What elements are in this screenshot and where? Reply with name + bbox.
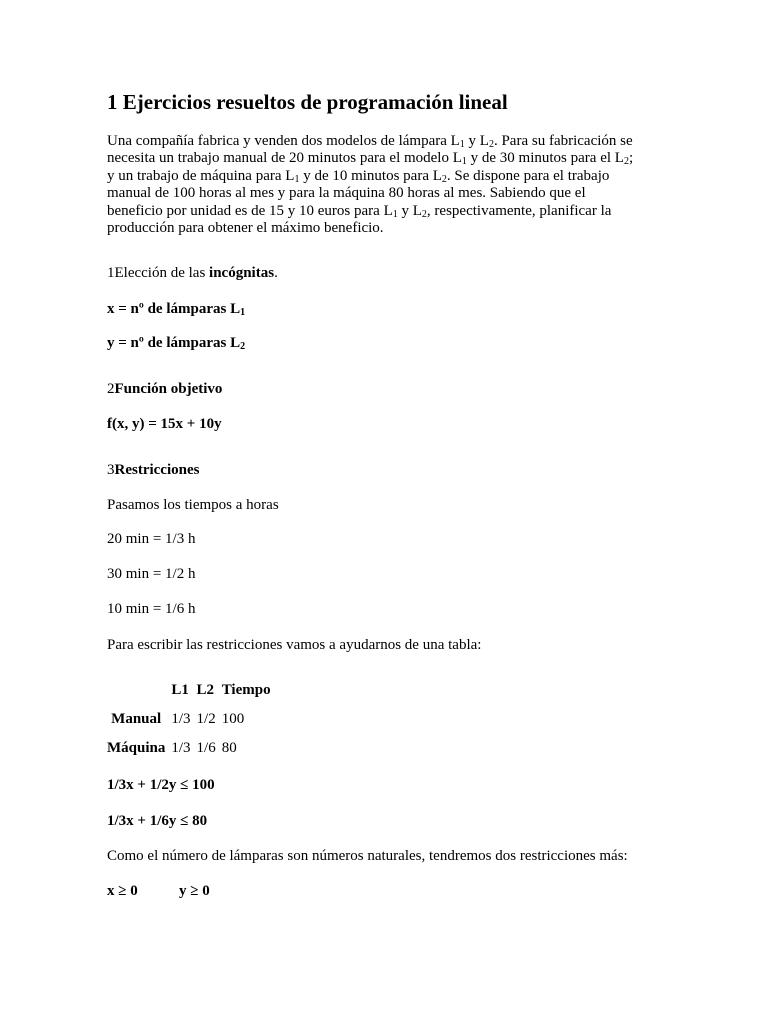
objective-function: f(x, y) = 15x + 10y — [107, 416, 222, 432]
table-cell: 1/3 — [171, 710, 191, 727]
intro-text: Una compañía fabrica y venden dos modelos de lámpara L — [107, 133, 460, 149]
natural-numbers-note: Como el número de lámparas son números naturales, tendremos dos restricciones más: — [107, 848, 628, 864]
table-header-cell: Tiempo — [221, 681, 271, 698]
intro-text: y de 30 minutos para el L — [466, 150, 624, 167]
table-header-cell: L2 — [196, 681, 215, 698]
nonnegativity-constraints — [107, 882, 210, 900]
step-bold: Función objetivo — [114, 381, 223, 397]
conversion-line: 20 min = 1/3 h — [107, 531, 196, 547]
table-cell: 1/2 — [196, 710, 216, 727]
subscript: 1 — [461, 156, 467, 168]
subscript: 1 — [294, 173, 300, 185]
step-end: . — [274, 265, 278, 281]
subscript: 1 — [240, 307, 246, 318]
table-cell: 1/3 — [171, 739, 191, 756]
table-header-row — [107, 675, 274, 704]
table-row — [107, 704, 274, 733]
subscript: 1 — [459, 139, 465, 150]
table-header-cell — [107, 675, 168, 704]
subscript: 2 — [240, 341, 246, 352]
table-cell: 1/6 — [196, 739, 216, 756]
step-number: 3 — [107, 462, 115, 478]
step-number: 2 — [107, 381, 115, 397]
problem-statement — [107, 133, 637, 237]
subscript: 1 — [392, 208, 398, 220]
table-row — [107, 733, 274, 762]
constraints-table — [107, 675, 274, 762]
table-row-label: Manual — [111, 710, 162, 727]
step-bold: incógnitas — [209, 265, 275, 281]
constraint-x: x ≥ 0 — [107, 883, 138, 899]
step-text: Elección de las — [114, 265, 210, 281]
subscript: 2 — [488, 139, 494, 150]
table-row-label: Máquina — [107, 739, 166, 756]
table-cell: 100 — [221, 710, 245, 727]
conversion-line: 30 min = 1/2 h — [107, 566, 196, 582]
table-intro: Para escribir las restricciones vamos a ayudarnos de una tabla: — [107, 637, 482, 653]
intro-text: , respectivamente, planificar la producción para obtener el máximo beneficio. — [107, 202, 612, 237]
constraint-manual: 1/3x + 1/2y ≤ 100 — [107, 777, 215, 793]
constraint-y: y ≥ 0 — [179, 883, 210, 899]
convert-intro: Pasamos los tiempos a horas — [107, 497, 279, 513]
intro-text: y L — [397, 202, 422, 219]
subscript: 2 — [441, 173, 447, 185]
conversion-line: 10 min = 1/6 h — [107, 601, 196, 617]
intro-text: y L — [464, 133, 489, 149]
variable-text: y = nº de lámparas L — [107, 335, 241, 351]
step-2-heading — [107, 380, 222, 398]
intro-text: y de 10 minutos para L — [299, 167, 442, 184]
subscript: 2 — [421, 208, 427, 220]
step-1-heading — [107, 264, 278, 282]
step-bold: Restricciones — [114, 462, 200, 478]
variable-x — [107, 300, 245, 318]
variable-text: x = nº de lámparas L — [107, 301, 241, 317]
step-3-heading — [107, 461, 199, 479]
intro-text: ; y un trabajo de máquina para L — [107, 150, 634, 184]
constraint-machine: 1/3x + 1/6y ≤ 80 — [107, 813, 208, 829]
intro-text: . Se dispone para el trabajo manual de 100 horas al mes y para la máquina 80 horas al mes. Sabiendo que el beneficio por unidad es de 15 y 10 euros para L — [107, 167, 610, 219]
intro-text: . Para su fabricación se necesita un trabajo manual de 20 minutos para el modelo L — [107, 133, 633, 167]
step-number: 1 — [107, 265, 115, 281]
table-cell: 80 — [221, 739, 237, 756]
subscript: 2 — [623, 156, 629, 168]
page-title: 1 Ejercicios resueltos de programación lineal — [107, 90, 508, 114]
table-header-cell: L1 — [171, 681, 189, 698]
variable-y — [107, 334, 245, 352]
